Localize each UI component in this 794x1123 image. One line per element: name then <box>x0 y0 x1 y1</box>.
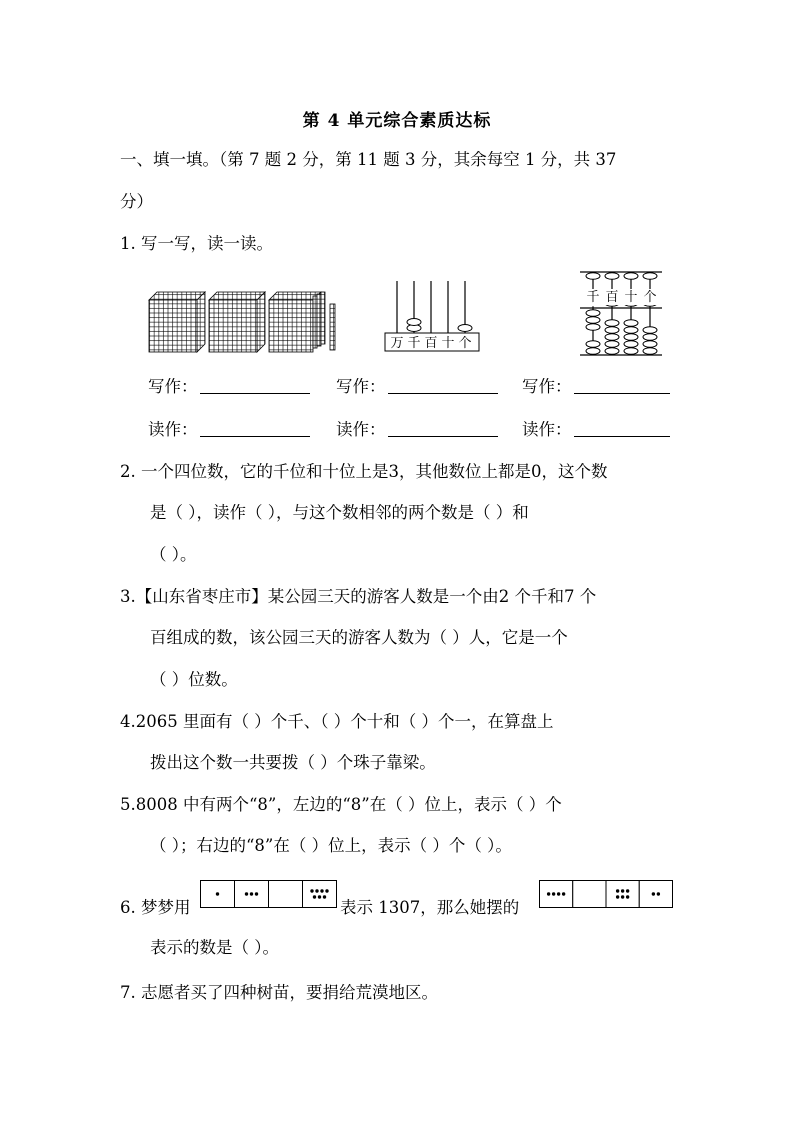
dot <box>313 895 316 898</box>
dot-card <box>639 881 672 908</box>
dot <box>557 892 560 895</box>
dot <box>323 895 326 898</box>
dot <box>552 892 555 895</box>
dot <box>250 892 253 895</box>
dot <box>616 889 619 892</box>
base-ten-blocks-figure <box>145 290 340 354</box>
answer-blank[interactable] <box>388 377 498 394</box>
place-label-bai: 百 <box>605 290 619 305</box>
suanpan-abacus-figure <box>578 268 664 358</box>
dot <box>657 892 660 895</box>
q1-write-b: 写作： <box>336 377 498 397</box>
page-title: 第 4 单元综合素质达标 <box>302 111 492 131</box>
dot <box>616 895 619 898</box>
place-label-qian: 千 <box>407 336 421 351</box>
ten-rod <box>330 304 335 350</box>
q1-read-c: 读作： <box>522 420 670 440</box>
answer-blank[interactable] <box>574 420 670 437</box>
dot <box>547 892 550 895</box>
dot <box>325 889 328 892</box>
dot <box>255 892 258 895</box>
dot <box>315 889 318 892</box>
q1-stem: 1. 写一写，读一读。 <box>120 234 273 253</box>
q1-write-a: 写作： <box>148 377 310 397</box>
dot <box>320 889 323 892</box>
bead <box>407 319 421 326</box>
place-label-qian: 千 <box>586 290 600 305</box>
thousand-cube-1 <box>149 292 205 352</box>
q1-read-b: 读作： <box>336 420 498 440</box>
place-label-shi: 十 <box>624 290 638 305</box>
dot-card <box>303 881 337 908</box>
dot-card <box>540 881 573 908</box>
dot <box>626 889 629 892</box>
counting-frame-figure <box>382 276 482 356</box>
answer-blank[interactable] <box>388 420 498 437</box>
q4-line2: 拨出这个数一共要拨（ ）个珠子靠梁。 <box>150 753 436 772</box>
q3-line2: 百组成的数，该公园三天的游客人数为（ ）人，它是一个 <box>150 628 568 647</box>
dot <box>310 889 313 892</box>
q1-write-c: 写作： <box>522 377 670 397</box>
q2-line3: （ ）。 <box>150 545 197 564</box>
place-label-ge: 个 <box>458 336 472 351</box>
place-label-shi: 十 <box>441 336 455 351</box>
q3-line3: （ ）位数。 <box>150 670 238 689</box>
q5-line2: （ ）；右边的“8”在（ ）位上，表示（ ）个（ ）。 <box>150 836 512 855</box>
q1-read-a: 读作： <box>148 420 310 440</box>
dot <box>216 892 219 895</box>
dot <box>621 895 624 898</box>
q6-line2: 表示的数是（ ）。 <box>150 938 279 957</box>
dot <box>626 895 629 898</box>
dot <box>621 889 624 892</box>
dot <box>318 895 321 898</box>
dot-card <box>269 881 303 908</box>
dot-card <box>606 881 639 908</box>
answer-blank[interactable] <box>574 377 670 394</box>
place-label-ge: 个 <box>643 290 657 305</box>
q7-line1: 7. 志愿者买了四种树苗，要捐给荒漠地区。 <box>120 983 438 1002</box>
dot-card <box>573 881 606 908</box>
dot-card-set-given <box>200 880 337 908</box>
hundred-flats <box>269 292 325 352</box>
thousand-cube-2 <box>209 292 265 352</box>
place-label-wan: 万 <box>390 336 404 351</box>
section1-heading-line1: 一、填一填。（第 7 题 2 分，第 11 题 3 分，其余每空 1 分，共 37 <box>120 150 617 169</box>
q2-line2: 是（ ），读作（ ），与这个数相邻的两个数是（ ）和 <box>150 503 529 522</box>
dot <box>562 892 565 895</box>
q3-line1: 3.【山东省枣庄市】某公园三天的游客人数是一个由2 个千和7 个 <box>120 587 597 606</box>
q5-line1: 5.8008 中有两个“8”，左边的“8”在（ ）位上，表示（ ）个 <box>120 795 562 814</box>
section1-heading-line2: 分） <box>120 192 153 211</box>
q2-line1: 2. 一个四位数，它的千位和十位上是3，其他数位上都是0，这个数 <box>120 462 608 481</box>
bead <box>458 325 472 332</box>
dot <box>652 892 655 895</box>
place-label-bai: 百 <box>424 336 438 351</box>
answer-blank[interactable] <box>200 377 310 394</box>
q4-line1: 4.2065 里面有（ ）个千、（ ）个十和（ ）个一，在算盘上 <box>120 712 554 731</box>
dot-card-set-asked <box>539 880 673 908</box>
answer-blank[interactable] <box>200 420 310 437</box>
q6-prefix: 6. 梦梦用 <box>120 898 191 917</box>
dot <box>245 892 248 895</box>
q6-middle: 表示 1307，那么她摆的 <box>340 898 520 917</box>
